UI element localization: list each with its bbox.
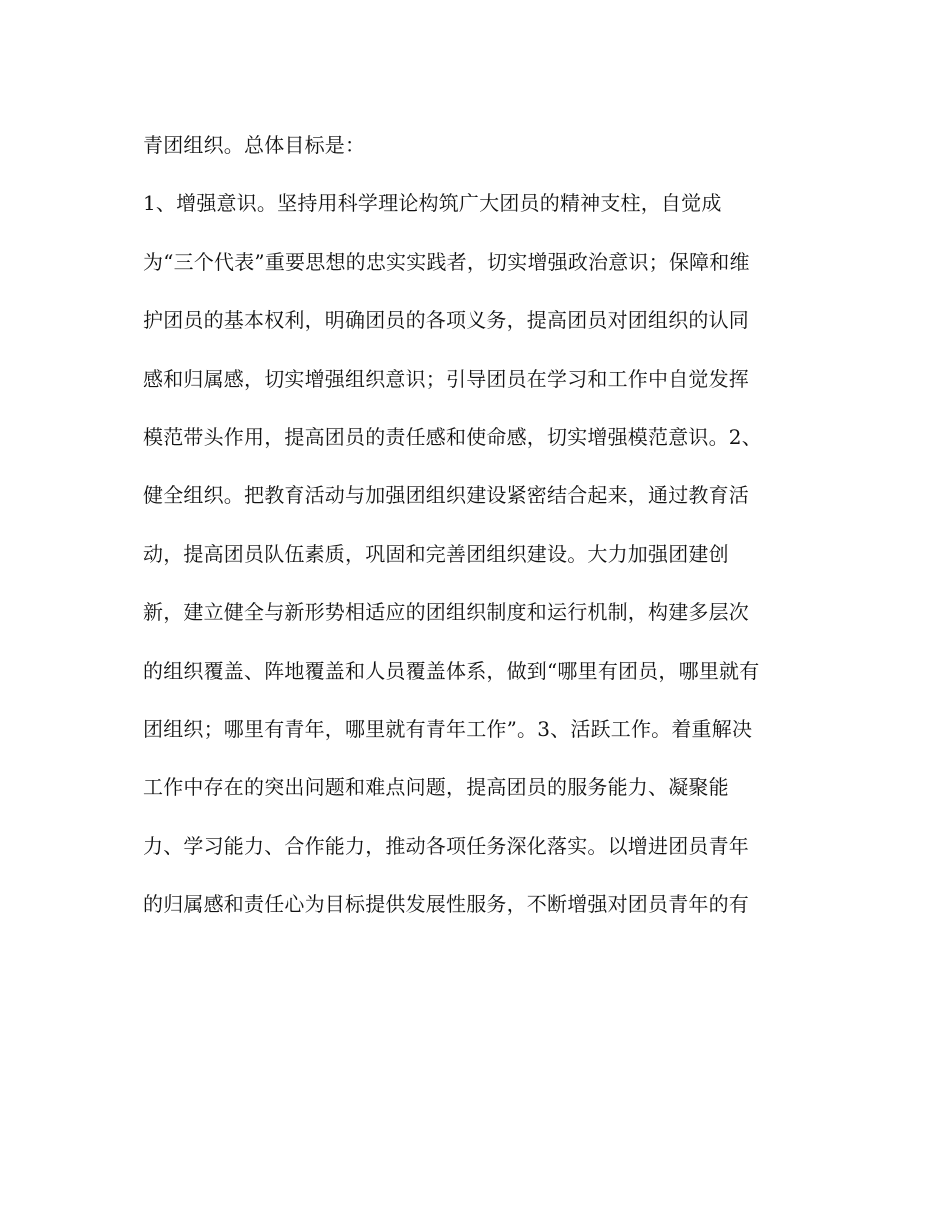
- text-line: 的归属感和责任心为目标提供发展性服务，不断增强对团员青年的有: [143, 892, 749, 917]
- text-line: 为“三个代表”重要思想的忠实实践者，切实增强政治意识；保障和维: [143, 249, 750, 274]
- body-text: [143, 126, 823, 943]
- text-line: 健全组织。把教育活动与加强团组织建设紧密结合起来，通过教育活: [143, 483, 749, 508]
- text-line: 1、增强意识。坚持用科学理论构筑广大团员的精神支柱，自觉成: [143, 191, 722, 216]
- text-line: 模范带头作用，提高团员的责任感和使命感，切实增强模范意识。2、: [143, 424, 762, 449]
- text-line: 团组织；哪里有青年，哪里就有青年工作”。3、活跃工作。着重解决: [143, 716, 753, 741]
- text-line: 青团组织。总体目标是：: [143, 133, 366, 157]
- text-line: 新，建立健全与新形势相适应的团组织制度和运行机制，构建多层次: [143, 600, 749, 625]
- text-line: 工作中存在的突出问题和难点问题，提高团员的服务能力、凝聚能: [143, 775, 729, 800]
- text-line: 护团员的基本权利，明确团员的各项义务，提高团员对团组织的认同: [143, 308, 749, 333]
- text-line: 的组织覆盖、阵地覆盖和人员覆盖体系，做到“哪里有团员，哪里就有: [143, 658, 760, 683]
- text-line: 动，提高团员队伍素质，巩固和完善团组织建设。大力加强团建创: [143, 541, 729, 566]
- text-line: 力、学习能力、合作能力，推动各项任务深化落实。以增进团员青年: [143, 833, 749, 858]
- text-line: 感和归属感，切实增强组织意识；引导团员在学习和工作中自觉发挥: [143, 366, 749, 391]
